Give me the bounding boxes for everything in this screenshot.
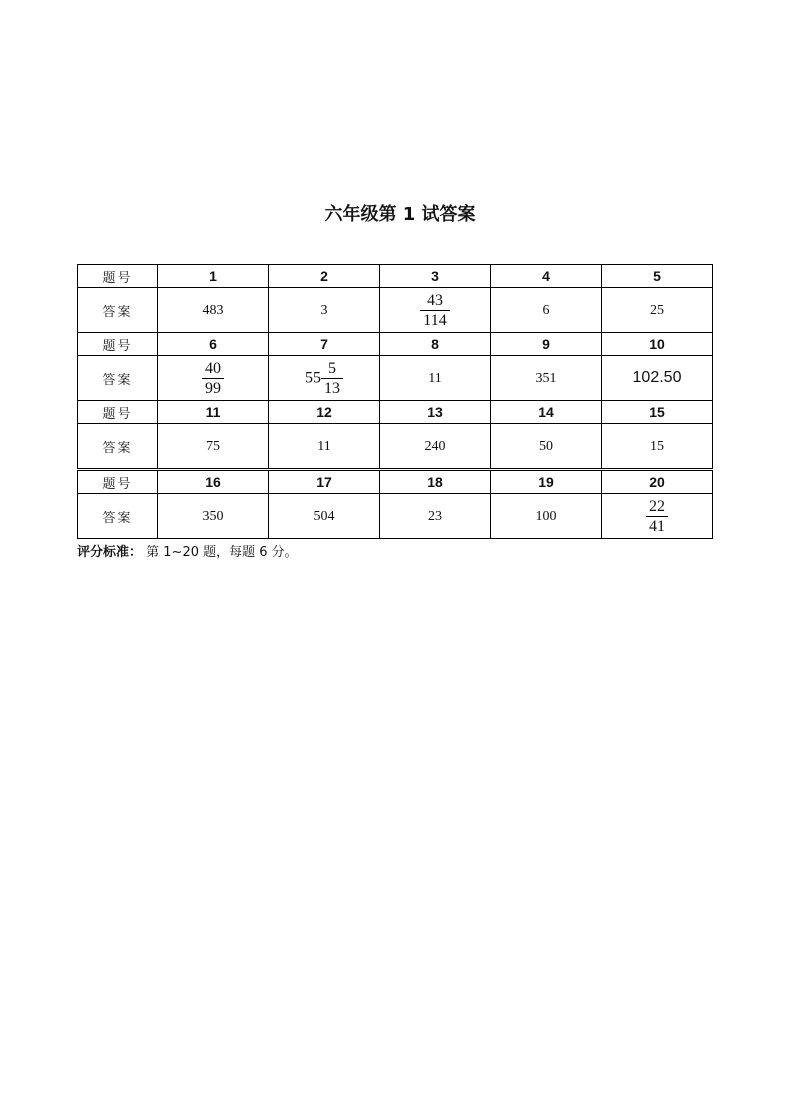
- question-number: 7: [269, 333, 380, 356]
- question-number: 19: [491, 470, 602, 494]
- answer-value: 100: [535, 508, 557, 524]
- answer-row-label: 答案: [78, 424, 158, 470]
- fraction-denominator: 114: [423, 311, 447, 329]
- question-number: 12: [269, 401, 380, 424]
- question-row: [78, 265, 713, 288]
- answer-row-label: 答案: [78, 494, 158, 539]
- answer-row: [78, 356, 713, 401]
- answer-value: 11: [317, 438, 331, 454]
- answer-value: 11: [428, 370, 442, 386]
- fraction-numerator: 40: [202, 359, 224, 379]
- answer-cell: [269, 356, 380, 401]
- answer-row-label: 答案: [78, 288, 158, 333]
- answer-cell: [380, 356, 491, 401]
- answer-row: [78, 424, 713, 470]
- answer-cell: [158, 288, 269, 333]
- answer-value: 15: [650, 438, 664, 454]
- question-number: 11: [158, 401, 269, 424]
- fraction: [646, 497, 668, 536]
- answer-cell: [602, 356, 713, 401]
- answer-cell: [602, 288, 713, 333]
- question-row-label: 题号: [78, 470, 158, 494]
- question-number: 14: [491, 401, 602, 424]
- answer-value: 75: [206, 438, 220, 454]
- question-number: 3: [380, 265, 491, 288]
- question-number: 9: [491, 333, 602, 356]
- question-number: 6: [158, 333, 269, 356]
- answer-cell: [491, 424, 602, 470]
- answer-cell: [602, 424, 713, 470]
- question-number: 18: [380, 470, 491, 494]
- scoring-text: 第 1~20 题，每题 6 分。: [146, 545, 298, 560]
- question-number: 20: [602, 470, 713, 494]
- page-title: 六年级第 1 试答案: [324, 204, 476, 225]
- answer-cell: [380, 424, 491, 470]
- answer-row-label: 答案: [78, 356, 158, 401]
- question-number: 15: [602, 401, 713, 424]
- fraction: [420, 291, 449, 330]
- answer-row: [78, 494, 713, 539]
- answer-cell: [269, 494, 380, 539]
- answer-value: 102.50: [632, 369, 682, 386]
- answer-cell: [380, 288, 491, 333]
- answer-cell: [491, 356, 602, 401]
- fraction-numerator: 43: [420, 291, 449, 311]
- answer-value: 504: [313, 508, 335, 524]
- scoring-label: 评分标准：: [77, 545, 143, 560]
- answer-cell: [491, 494, 602, 539]
- question-number: 16: [158, 470, 269, 494]
- answer-value: 23: [428, 508, 442, 524]
- answer-cell: [158, 494, 269, 539]
- answer-cell: [158, 356, 269, 401]
- question-number: 10: [602, 333, 713, 356]
- fraction: [202, 359, 224, 398]
- fraction-numerator: 22: [646, 497, 668, 517]
- question-number: 8: [380, 333, 491, 356]
- fraction-denominator: 99: [205, 379, 221, 397]
- question-row-label: 题号: [78, 333, 158, 356]
- question-number: 2: [269, 265, 380, 288]
- question-row: [78, 333, 713, 356]
- fraction-numerator: 5: [321, 359, 343, 379]
- answer-value: 240: [424, 438, 446, 454]
- mixed-whole: 55: [305, 369, 321, 386]
- answer-value: 351: [535, 370, 557, 386]
- answer-row: [78, 288, 713, 333]
- scoring-note: [77, 541, 298, 560]
- answer-value: 350: [202, 508, 224, 524]
- answer-value: 3: [320, 302, 328, 318]
- question-row: [78, 401, 713, 424]
- question-number: 1: [158, 265, 269, 288]
- fraction: [321, 359, 343, 398]
- answer-cell: [491, 288, 602, 333]
- answer-cell: [269, 424, 380, 470]
- answer-table: [77, 264, 713, 539]
- question-row-label: 题号: [78, 265, 158, 288]
- question-number: 4: [491, 265, 602, 288]
- question-row-label: 题号: [78, 401, 158, 424]
- question-number: 17: [269, 470, 380, 494]
- fraction-denominator: 13: [324, 379, 340, 397]
- answer-cell: [158, 424, 269, 470]
- fraction-denominator: 41: [649, 517, 665, 535]
- question-number: 5: [602, 265, 713, 288]
- answer-value: 483: [202, 302, 224, 318]
- answer-value: 25: [650, 302, 664, 318]
- answer-value: 50: [539, 438, 553, 454]
- answer-value: 6: [542, 302, 550, 318]
- answer-cell: [380, 494, 491, 539]
- answer-cell: [269, 288, 380, 333]
- answer-cell: [602, 494, 713, 539]
- question-number: 13: [380, 401, 491, 424]
- question-row: [78, 470, 713, 494]
